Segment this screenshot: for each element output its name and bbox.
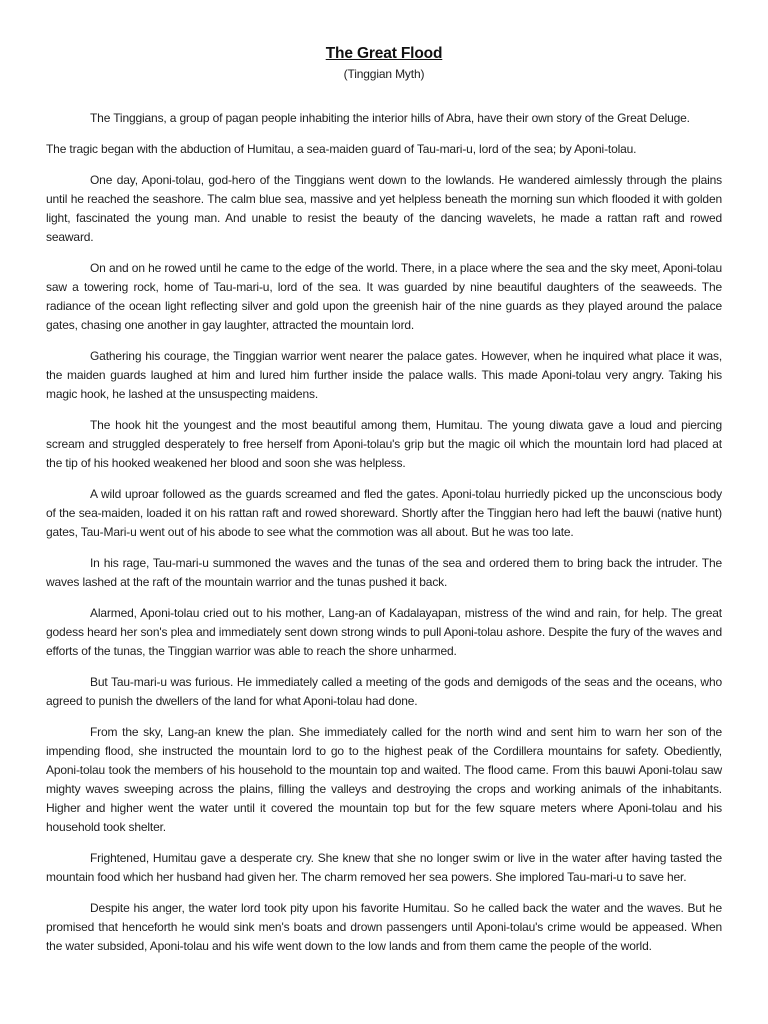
body-paragraph: In his rage, Tau-mari-u summoned the waves and the tunas of the sea and ordered them to bring back the intruder. The waves lashed at the raft of the mountain warrior and the tunas pushed it back.	[46, 556, 722, 589]
document-body	[46, 109, 722, 956]
body-paragraph: Frightened, Humitau gave a desperate cry. She knew that she no longer swim or live in the water after having tasted the mountain food which her husband had given her. The charm removed her sea powers. She implored Tau-mari-u to save her.	[46, 851, 722, 884]
body-paragraph: One day, Aponi-tolau, god-hero of the Tinggians went down to the lowlands. He wandered aimlessly through the plains until he reached the seashore. The calm blue sea, massive and yet helpless beneath the morning sun which flooded it with golden light, fascinated the young man. And unable to resist the beauty of the dancing wavelets, he made a rattan raft and rowed seaward.	[46, 173, 722, 244]
body-paragraph: But Tau-mari-u was furious. He immediately called a meeting of the gods and demigods of the seas and the oceans, who agreed to punish the dwellers of the land for what Aponi-tolau had done.	[46, 675, 722, 708]
body-paragraph: The hook hit the youngest and the most beautiful among them, Humitau. The young diwata gave a loud and piercing scream and struggled desperately to free herself from Aponi-tolau's grip but the magic oil which the mountain lord had placed at the tip of his hooked weakened her blood and soon she was helpless.	[46, 418, 722, 470]
body-paragraph: On and on he rowed until he came to the edge of the world. There, in a place where the sea and the sky meet, Aponi-tolau saw a towering rock, home of Tau-mari-u, lord of the sea. It was guarded by nine beautiful daughters of the seaweeds. The radiance of the ocean light reflecting silver and gold upon the greenish hair of the nine guards as they played around the palace gates, chasing one another in gay laughter, attracted the mountain lord.	[46, 261, 722, 332]
document-page	[46, 44, 722, 968]
body-paragraph: The tragic began with the abduction of Humitau, a sea-maiden guard of Tau-mari-u, lord of the sea; by Aponi-tolau.	[46, 142, 637, 156]
body-paragraph: Alarmed, Aponi-tolau cried out to his mother, Lang-an of Kadalayapan, mistress of the wind and rain, for help. The great godess heard her son's plea and immediately sent down strong winds to pull Aponi-tolau ashore. Despite the fury of the waves and efforts of the tunas, the Tinggian warrior was able to reach the shore unharmed.	[46, 606, 722, 658]
body-paragraph: Gathering his courage, the Tinggian warrior went nearer the palace gates. However, when he inquired what place it was, the maiden guards laughed at him and lured him further inside the palace walls. This made Aponi-tolau very angry. Taking his magic hook, he lashed at the unsuspecting maidens.	[46, 349, 722, 401]
body-paragraph: A wild uproar followed as the guards screamed and fled the gates. Aponi-tolau hurriedly picked up the unconscious body of the sea-maiden, loaded it on his rattan raft and rowed shoreward. Shortly after the Tinggian hero had left the bauwi (native hunt) gates, Tau-Mari-u went out of his abode to see what the commotion was all about. But he was too late.	[46, 487, 722, 539]
body-paragraph: The Tinggians, a group of pagan people inhabiting the interior hills of Abra, have their own story of the Great Deluge.	[90, 111, 690, 125]
document-title: The Great Flood	[325, 45, 443, 62]
document-subtitle: (Tinggian Myth)	[343, 67, 425, 81]
body-paragraph: From the sky, Lang-an knew the plan. She immediately called for the north wind and sent him to warn her son of the impending flood, she instructed the mountain lord to go to the highest peak of the Cordillera mountains for safety. Obediently, Aponi-tolau took the members of his household to the mountain top and waited. The flood came. From this bauwi Aponi-tolau saw mighty waves sweeping across the plains, filling the valleys and destroying the crops and working animals of the inhabitants. Higher and higher went the water until it covered the mountain top but for the few square meters where Aponi-tolau and his household took shelter.	[46, 725, 722, 834]
body-paragraph: Despite his anger, the water lord took pity upon his favorite Humitau. So he called back the water and the waves. But he promised that henceforth he would sink men's boats and drown passengers until Aponi-tolau's crime would be appeased. When the water subsided, Aponi-tolau and his wife went down to the low lands and from them came the people of the world.	[46, 901, 722, 953]
